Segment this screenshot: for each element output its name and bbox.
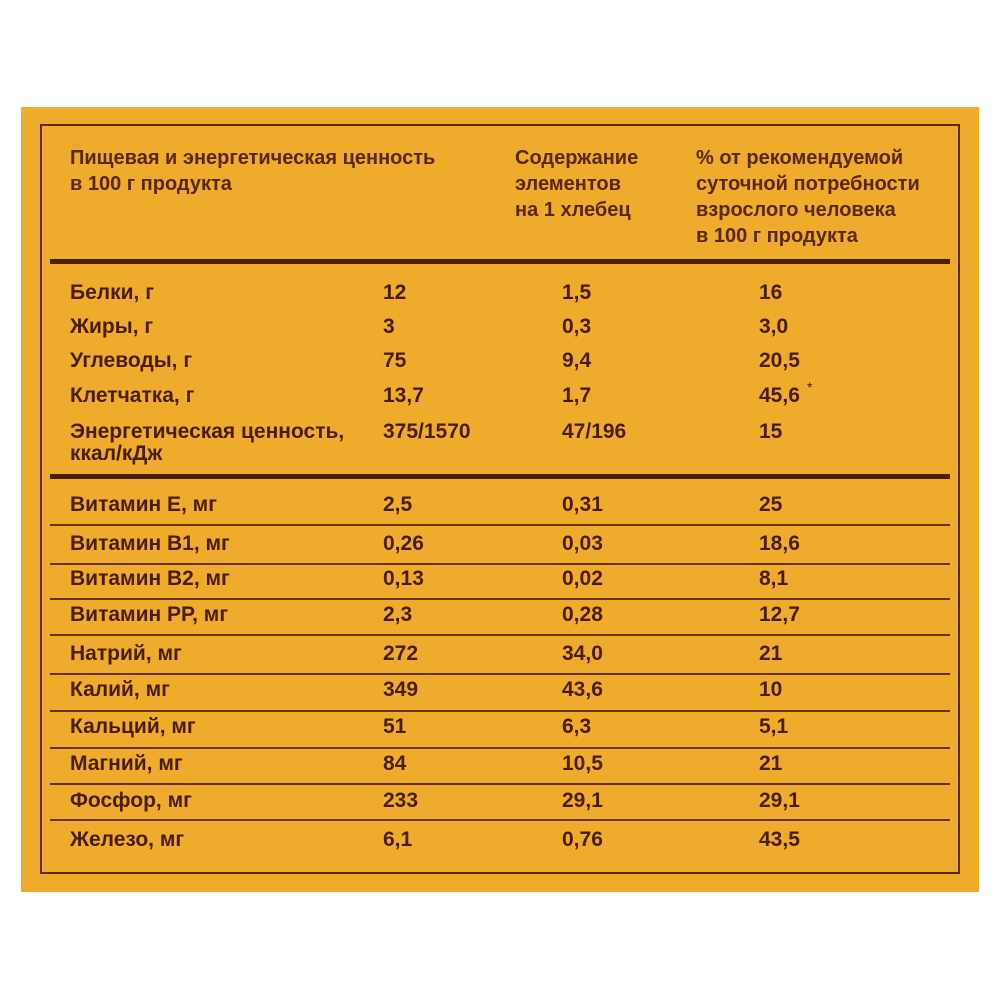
header-per-item-line-3: на 1 хлебец — [515, 199, 631, 221]
row-divider — [50, 783, 950, 785]
macro-per-100g: 12 — [383, 281, 407, 304]
micro-name: Натрий, мг — [70, 642, 182, 665]
macro-name-unit: ккал/кДж — [70, 442, 163, 465]
micro-per-100g: 6,1 — [383, 828, 413, 851]
macro-name: Клетчатка, г — [70, 384, 195, 407]
micro-per-100g: 2,5 — [383, 493, 413, 516]
macro-daily-pct: 15 — [759, 420, 783, 443]
macro-per-item: 1,5 — [562, 281, 592, 304]
micro-name: Витамин В2, мг — [70, 567, 230, 590]
micro-per-100g: 0,26 — [383, 532, 424, 555]
macro-daily-pct: 3,0 — [759, 315, 789, 338]
header-divider — [50, 259, 950, 264]
header-per-item-line-2: элементов — [515, 173, 621, 195]
micro-name: Витамин В1, мг — [70, 532, 230, 555]
micro-per-item: 29,1 — [562, 789, 603, 812]
row-divider — [50, 747, 950, 749]
header-nutrition-label-line-2: в 100 г продукта — [70, 173, 232, 195]
macro-per-item: 47/196 — [562, 420, 627, 443]
micro-daily-pct: 10 — [759, 678, 783, 701]
micro-daily-pct: 12,7 — [759, 603, 800, 626]
row-divider — [50, 598, 950, 600]
macro-daily-pct: 16 — [759, 281, 783, 304]
macro-name: Энергетическая ценность, — [70, 420, 345, 443]
header-daily-pct-line-1: % от рекомендуемой — [696, 147, 904, 169]
micro-per-100g: 84 — [383, 752, 407, 775]
macro-per-100g: 3 — [383, 315, 395, 338]
micro-per-item: 43,6 — [562, 678, 603, 701]
header-nutrition-label-line-1: Пищевая и энергетическая ценность — [70, 147, 436, 169]
micro-per-item: 0,31 — [562, 493, 603, 516]
header-daily-pct-line-2: суточной потребности — [696, 173, 920, 195]
micro-per-100g: 272 — [383, 642, 419, 665]
row-divider — [50, 710, 950, 712]
macro-per-item: 1,7 — [562, 384, 592, 407]
micro-name: Фосфор, мг — [70, 789, 192, 812]
micro-per-100g: 51 — [383, 715, 407, 738]
micro-per-100g: 349 — [383, 678, 419, 701]
macro-per-item: 0,3 — [562, 315, 592, 338]
section-divider — [50, 474, 950, 479]
micro-daily-pct: 43,5 — [759, 828, 800, 851]
macro-name: Белки, г — [70, 281, 154, 304]
micro-name: Витамин Е, мг — [70, 493, 217, 516]
row-divider — [50, 563, 950, 565]
header-daily-pct-line-3: взрослого человека — [696, 199, 896, 221]
micro-daily-pct: 21 — [759, 642, 783, 665]
micro-daily-pct: 25 — [759, 493, 783, 516]
micro-name: Кальций, мг — [70, 715, 196, 738]
micro-daily-pct: 18,6 — [759, 532, 800, 555]
micro-daily-pct: 5,1 — [759, 715, 789, 738]
macro-per-item: 9,4 — [562, 349, 592, 372]
micro-per-100g: 233 — [383, 789, 419, 812]
macro-name: Жиры, г — [70, 315, 154, 338]
micro-per-100g: 0,13 — [383, 567, 424, 590]
macro-name: Углеводы, г — [70, 349, 193, 372]
macro-per-100g: 375/1570 — [383, 420, 471, 443]
row-divider — [50, 819, 950, 821]
micro-per-item: 6,3 — [562, 715, 592, 738]
footnote-asterisk: * — [807, 379, 813, 395]
row-divider — [50, 524, 950, 526]
macro-daily-pct: 45,6 — [759, 384, 800, 407]
micro-per-item: 0,28 — [562, 603, 603, 626]
micro-name: Железо, мг — [70, 828, 185, 851]
micro-name: Магний, мг — [70, 752, 183, 775]
macro-per-100g: 75 — [383, 349, 407, 372]
nutrition-panel — [21, 107, 979, 892]
micro-name: Калий, мг — [70, 678, 170, 701]
micro-per-item: 0,03 — [562, 532, 603, 555]
micro-per-item: 0,76 — [562, 828, 603, 851]
micro-per-100g: 2,3 — [383, 603, 413, 626]
macro-daily-pct: 20,5 — [759, 349, 800, 372]
micro-per-item: 10,5 — [562, 752, 603, 775]
row-divider — [50, 673, 950, 675]
row-divider — [50, 634, 950, 636]
micro-per-item: 0,02 — [562, 567, 603, 590]
macro-per-100g: 13,7 — [383, 384, 424, 407]
micro-daily-pct: 8,1 — [759, 567, 789, 590]
header-per-item-line-1: Содержание — [515, 147, 639, 169]
header-daily-pct-line-4: в 100 г продукта — [696, 225, 858, 247]
micro-per-item: 34,0 — [562, 642, 603, 665]
micro-daily-pct: 21 — [759, 752, 783, 775]
micro-name: Витамин РР, мг — [70, 603, 229, 626]
micro-daily-pct: 29,1 — [759, 789, 800, 812]
